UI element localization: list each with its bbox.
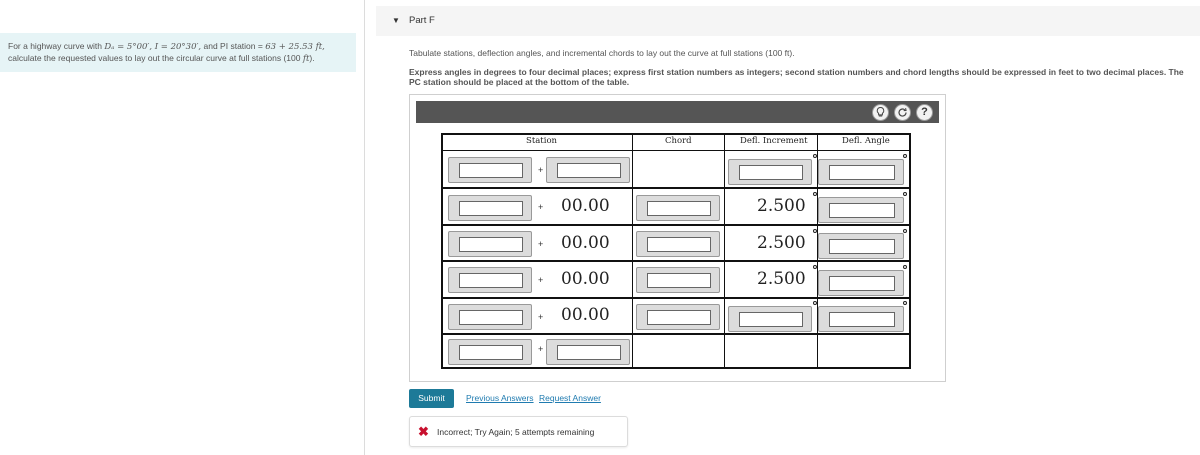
- text-box[interactable]: [459, 201, 523, 216]
- feedback-message: Incorrect; Try Again; 5 attempts remaining: [437, 427, 595, 437]
- station-second-value: 00.00: [561, 269, 610, 289]
- defl-angle-input[interactable]: [818, 233, 904, 259]
- text-box[interactable]: [829, 312, 895, 327]
- plus-sign: +: [538, 239, 544, 249]
- feedback-box: [409, 416, 628, 447]
- degree-symbol: [813, 154, 817, 158]
- part-header[interactable]: [376, 6, 1200, 36]
- chord-input[interactable]: [636, 267, 720, 293]
- grid-line: [441, 297, 911, 299]
- unit-ft: ft: [302, 54, 310, 64]
- defl-angle-input[interactable]: [818, 159, 904, 185]
- station-second-input[interactable]: [546, 157, 630, 183]
- text-box[interactable]: [829, 239, 895, 254]
- defl-increment-input[interactable]: [728, 159, 812, 185]
- problem-statement: [0, 33, 356, 72]
- grid-line: [441, 187, 911, 189]
- text-box[interactable]: [459, 163, 523, 178]
- text-box[interactable]: [459, 237, 523, 252]
- station-second-value: 00.00: [561, 305, 610, 325]
- text-box[interactable]: [647, 201, 711, 216]
- plus-sign: +: [538, 344, 544, 354]
- collapse-caret-icon[interactable]: ▼: [392, 16, 400, 25]
- text-box[interactable]: [557, 345, 621, 360]
- chord-input[interactable]: [636, 231, 720, 257]
- station-first-input[interactable]: [448, 231, 532, 257]
- plus-sign: +: [538, 312, 544, 322]
- degree-symbol: [903, 192, 907, 196]
- station-first-input[interactable]: [448, 267, 532, 293]
- pi-station-value: 63 + 25.53 ft,: [265, 42, 325, 52]
- text-box[interactable]: [647, 273, 711, 288]
- reset-icon[interactable]: [894, 104, 911, 121]
- station-first-input[interactable]: [448, 304, 532, 330]
- chord-input[interactable]: [636, 304, 720, 330]
- widget-toolbar: [416, 101, 939, 123]
- defl-increment-value: 2.500: [757, 233, 806, 253]
- station-first-input[interactable]: [448, 157, 532, 183]
- instruction-format: Express angles in degrees to four decimal places; express first station numbers as integers; second station numbers and chord lengths should be expressed in feet to two decimal places. The PC station should be placed at the bottom of the table.: [409, 67, 1184, 87]
- request-answer-link[interactable]: Request Answer: [539, 393, 601, 403]
- text-box[interactable]: [829, 276, 895, 291]
- station-second-value: 00.00: [561, 233, 610, 253]
- degree-symbol: [903, 229, 907, 233]
- header-chord: Chord: [665, 136, 692, 146]
- chord-input[interactable]: [636, 195, 720, 221]
- defl-angle-input[interactable]: [818, 270, 904, 296]
- header-defl-angle: Defl. Angle: [842, 136, 890, 146]
- submit-button[interactable]: Submit: [409, 389, 454, 408]
- plus-sign: +: [538, 275, 544, 285]
- text-box[interactable]: [739, 165, 803, 180]
- degree-symbol: [813, 229, 817, 233]
- station-first-input[interactable]: [448, 339, 532, 365]
- degree-symbol: [903, 301, 907, 305]
- degree-symbol: [903, 265, 907, 269]
- problem-text: ).: [309, 53, 315, 63]
- defl-increment-value: 2.500: [757, 196, 806, 216]
- grid-line: [441, 260, 911, 262]
- text-box[interactable]: [459, 273, 523, 288]
- degree-symbol: [813, 301, 817, 305]
- text-box[interactable]: [739, 312, 803, 327]
- lightbulb-icon[interactable]: [872, 104, 889, 121]
- defl-increment-input[interactable]: [728, 306, 812, 332]
- help-icon[interactable]: ?: [916, 104, 933, 121]
- problem-text: and PI station =: [203, 41, 263, 51]
- header-defl-increment: Defl. Increment: [740, 136, 808, 146]
- text-box[interactable]: [557, 163, 621, 178]
- grid-line: [441, 224, 911, 226]
- text-box[interactable]: [829, 165, 895, 180]
- plus-sign: +: [538, 165, 544, 175]
- text-box[interactable]: [459, 345, 523, 360]
- text-box[interactable]: [647, 237, 711, 252]
- grid-line: [441, 333, 911, 335]
- station-first-input[interactable]: [448, 195, 532, 221]
- header-station: Station: [526, 136, 558, 146]
- defl-increment-value: 2.500: [757, 269, 806, 289]
- plus-sign: +: [538, 202, 544, 212]
- station-second-value: 00.00: [561, 196, 610, 216]
- problem-panel: [0, 0, 365, 455]
- problem-text: calculate the requested values to lay out the circular curve at full stations (100: [8, 53, 301, 63]
- instruction-tabulate: Tabulate stations, deflection angles, and incremental chords to lay out the curve at full stations (100 ft).: [409, 48, 795, 58]
- text-box[interactable]: [647, 310, 711, 325]
- degree-symbol: [813, 265, 817, 269]
- text-box[interactable]: [829, 203, 895, 218]
- part-title: Part F: [409, 15, 435, 26]
- problem-text: For a highway curve with: [8, 41, 103, 51]
- defl-angle-input[interactable]: [818, 306, 904, 332]
- degree-symbol: [813, 192, 817, 196]
- text-box[interactable]: [459, 310, 523, 325]
- defl-angle-input[interactable]: [818, 197, 904, 223]
- station-second-input[interactable]: [546, 339, 630, 365]
- degree-symbol: [903, 154, 907, 158]
- grid-line: [441, 150, 911, 151]
- curve-parameters: Dₐ = 5°00′, I = 20°30′,: [104, 42, 202, 52]
- previous-answers-link[interactable]: Previous Answers: [466, 393, 534, 403]
- incorrect-icon: ✖: [418, 424, 429, 439]
